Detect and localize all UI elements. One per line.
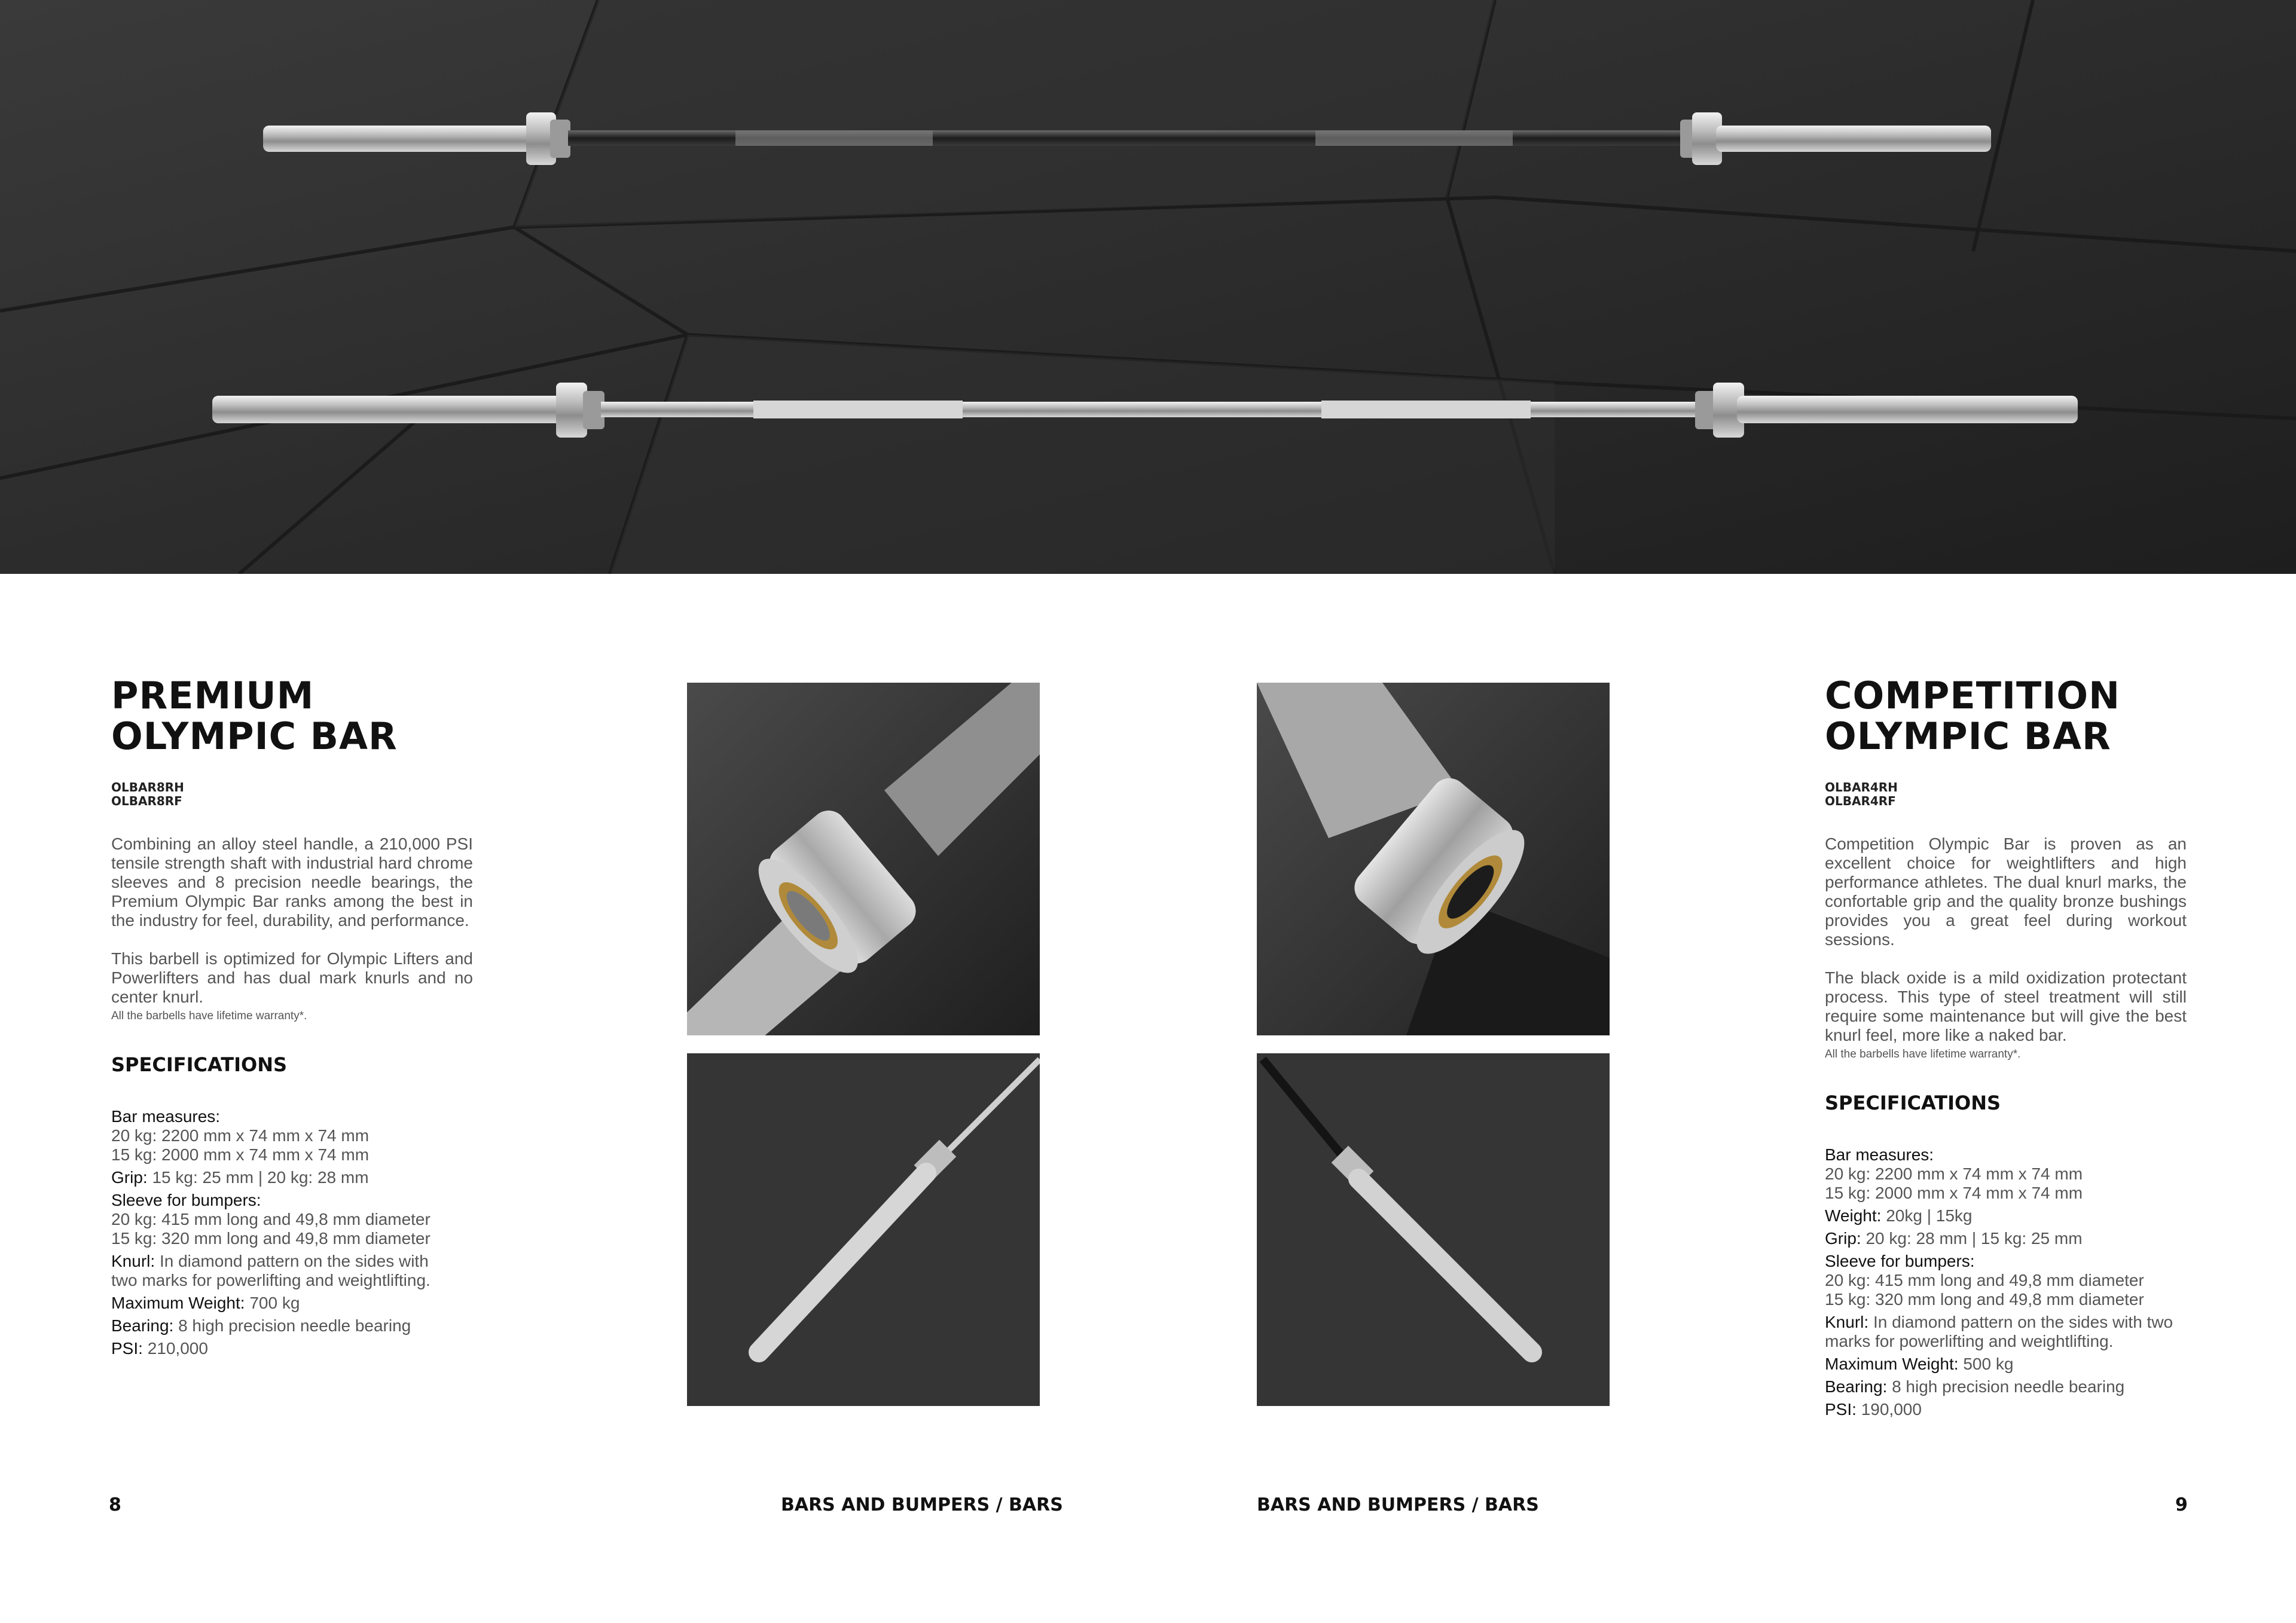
black-sleeve-closeup-illustration: [1257, 683, 1610, 1035]
spec-value: 15 kg: 320 mm long and 49,8 mm diameter: [111, 1229, 430, 1248]
description-paragraph: Competition Olympic Bar is proven as an excellent choice for weightlifters and high performance athletes. The dual knurl marks, the confortable grip and the quality bronze bushings provides you a great feel during workout sessions.: [1825, 835, 2187, 949]
spec-label: Bar measures:: [111, 1107, 221, 1126]
spec-value: 700 kg: [249, 1294, 300, 1312]
spec-value: marks for powerlifting and weightlifting.: [1825, 1332, 2114, 1350]
spec-sleeve: [111, 1191, 473, 1248]
spec-bar-measures: [1825, 1145, 2187, 1203]
product-code: OLBAR4RH: [1825, 780, 1898, 794]
hero-barbells-illustration: [0, 0, 2296, 574]
photo-black-bar-full: [1257, 1053, 1610, 1406]
premium-bar-section: [111, 676, 473, 1362]
spec-value: 210,000: [147, 1339, 208, 1358]
spec-sleeve: [1825, 1252, 2187, 1309]
competition-bar-title: [1825, 676, 2187, 757]
spec-value: 190,000: [1861, 1400, 1922, 1419]
spec-value: two marks for powerlifting and weightlifting.: [111, 1271, 430, 1289]
spec-value: 20 kg: 2200 mm x 74 mm x 74 mm: [1825, 1164, 2083, 1183]
spec-knurl: [1825, 1313, 2187, 1351]
spec-bearing: [1825, 1377, 2187, 1396]
description-paragraph: The black oxide is a mild oxidization protectant process. This type of steel treatment will still require some maintenance but will give the best knurl feel, more like a naked bar.: [1825, 968, 2187, 1044]
title-line: COMPETITION: [1825, 674, 2121, 717]
spec-value: 20 kg: 415 mm long and 49,8 mm diameter: [111, 1210, 430, 1228]
warranty-note: All the barbells have lifetime warranty*.: [111, 1010, 307, 1022]
specifications-list: [1825, 1145, 2187, 1419]
chrome-bar-full-illustration: [687, 1053, 1040, 1406]
spec-value: 8 high precision needle bearing: [1892, 1377, 2125, 1396]
photo-chrome-bar-full: [687, 1053, 1040, 1406]
spec-knurl: [111, 1252, 473, 1290]
spec-grip: [1825, 1229, 2187, 1248]
chrome-sleeve-closeup-illustration: [687, 683, 1040, 1035]
page-number-right: 9: [2175, 1494, 2188, 1515]
description-paragraph: This barbell is optimized for Olympic Lifters and Powerlifters and has dual mark knurls and no center knurl.: [111, 949, 473, 1006]
title-line: PREMIUM: [111, 674, 315, 717]
product-code: OLBAR8RH: [111, 780, 184, 794]
spec-label: Knurl:: [1825, 1313, 1873, 1331]
spec-value: 20 kg: 28 mm | 15 kg: 25 mm: [1866, 1229, 2083, 1248]
warranty-note: All the barbells have lifetime warranty*.: [1825, 1048, 2021, 1060]
spec-bearing: [111, 1316, 473, 1335]
spec-label: Weight:: [1825, 1206, 1886, 1225]
spec-bar-measures: [111, 1107, 473, 1164]
product-codes: [1825, 781, 2187, 808]
spec-value: In diamond pattern on the sides with: [159, 1252, 429, 1270]
competition-bar-section: [1825, 676, 2187, 1423]
product-code: OLBAR8RF: [111, 794, 182, 808]
spec-label: Bar measures:: [1825, 1145, 1934, 1164]
title-line: OLYMPIC BAR: [111, 714, 398, 758]
spec-label: Sleeve for bumpers:: [1825, 1252, 1975, 1270]
photo-chrome-sleeve-closeup: [687, 683, 1040, 1035]
specifications-list: [111, 1107, 473, 1358]
page-number-left: 8: [109, 1494, 121, 1515]
spec-label: Bearing:: [111, 1316, 179, 1335]
spec-value: 15 kg: 2000 mm x 74 mm x 74 mm: [1825, 1184, 2083, 1202]
product-code: OLBAR4RF: [1825, 794, 1896, 808]
black-bar-full-illustration: [1257, 1053, 1610, 1406]
section-footer-right: BARS AND BUMPERS / BARS: [1257, 1494, 1539, 1515]
spec-label: PSI:: [1825, 1400, 1861, 1419]
spec-weight: [1825, 1206, 2187, 1225]
spec-value: 20kg | 15kg: [1886, 1206, 1973, 1225]
spec-value: 20 kg: 2200 mm x 74 mm x 74 mm: [111, 1126, 370, 1145]
spec-label: Maximum Weight:: [111, 1294, 250, 1312]
hero-image-barbells: [0, 0, 2296, 574]
spec-value: 15 kg: 25 mm | 20 kg: 28 mm: [152, 1168, 369, 1187]
spec-value: In diamond pattern on the sides with two: [1873, 1313, 2173, 1331]
spec-value: 15 kg: 2000 mm x 74 mm x 74 mm: [111, 1145, 370, 1164]
spec-value: 20 kg: 415 mm long and 49,8 mm diameter: [1825, 1271, 2144, 1289]
spec-value: 8 high precision needle bearing: [178, 1316, 411, 1335]
spec-max-weight: [111, 1294, 473, 1313]
spec-label: PSI:: [111, 1339, 148, 1358]
spec-psi: [111, 1339, 473, 1358]
spec-value: 500 kg: [1963, 1355, 2014, 1373]
spec-label: Knurl:: [111, 1252, 160, 1270]
specifications-heading: SPECIFICATIONS: [1825, 1092, 2001, 1114]
description-paragraph: Combining an alloy steel handle, a 210,000 PSI tensile strength shaft with industrial hard chrome sleeves and 8 precision needle bearings, the Premium Olympic Bar ranks among the best in the industry for feel, durability, and performance.: [111, 835, 473, 930]
spec-label: Bearing:: [1825, 1377, 1892, 1396]
spec-label: Maximum Weight:: [1825, 1355, 1964, 1373]
spec-grip: [111, 1168, 473, 1187]
premium-bar-title: [111, 676, 473, 757]
spec-label: Sleeve for bumpers:: [111, 1191, 261, 1209]
product-codes: [111, 781, 473, 808]
spec-label: Grip:: [1825, 1229, 1866, 1248]
title-line: OLYMPIC BAR: [1825, 714, 2111, 758]
spec-max-weight: [1825, 1355, 2187, 1374]
photo-black-sleeve-closeup: [1257, 683, 1610, 1035]
spec-psi: [1825, 1400, 2187, 1419]
spec-value: 15 kg: 320 mm long and 49,8 mm diameter: [1825, 1290, 2144, 1309]
specifications-heading: SPECIFICATIONS: [111, 1053, 288, 1076]
spec-label: Grip:: [111, 1168, 152, 1187]
section-footer-left: BARS AND BUMPERS / BARS: [781, 1494, 1063, 1515]
